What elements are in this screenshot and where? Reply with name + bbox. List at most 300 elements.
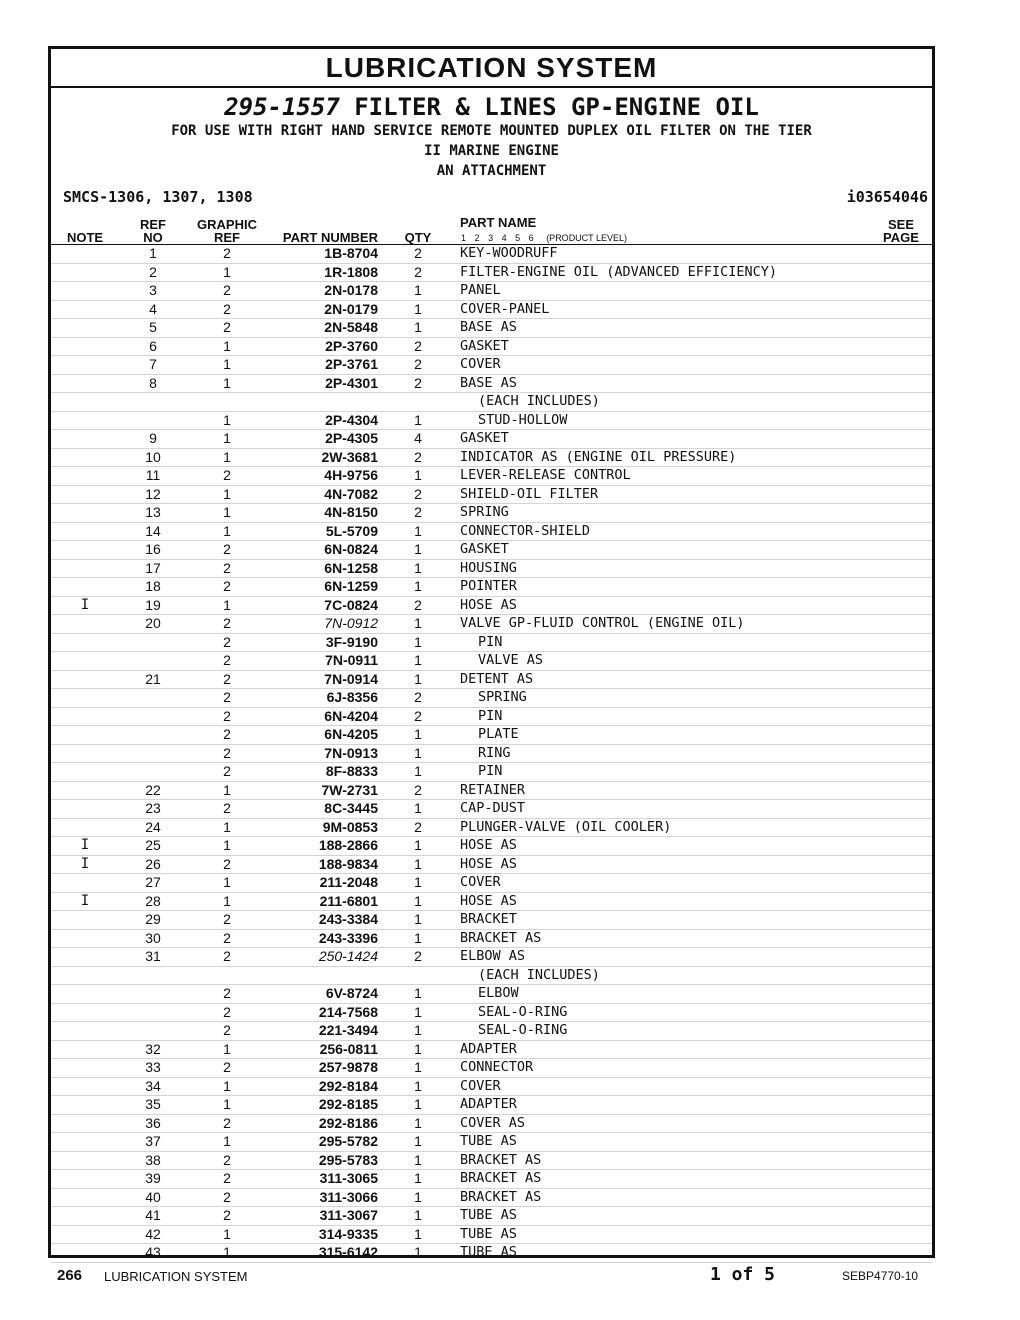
qty-cell: 1 (414, 541, 422, 557)
title-band (51, 49, 932, 88)
graphic-ref-cell: 1 (223, 1040, 231, 1057)
graphic-ref-cell: 2 (223, 929, 231, 946)
table-row (51, 1244, 932, 1263)
qty-cell: 1 (414, 1151, 422, 1168)
table-row (51, 1133, 932, 1152)
ref-no-cell: 35 (145, 1096, 161, 1112)
graphic-ref-cell: 2 (223, 800, 231, 816)
ref-no-cell: 10 (145, 448, 161, 465)
header-ref-line-2: NO (143, 230, 163, 245)
part-number-cell: 7C-0824 (324, 596, 378, 613)
table-row (51, 504, 932, 523)
table-row (51, 301, 932, 320)
part-number-cell: 5L-5709 (325, 522, 378, 539)
graphic-ref-cell: 1 (223, 263, 231, 280)
part-name-cell: GASKET (460, 541, 509, 557)
table-row (51, 726, 932, 745)
ref-no-cell: 19 (145, 596, 161, 613)
table-row (51, 523, 932, 542)
part-number-cell: 9M-0853 (322, 818, 378, 835)
qty-cell: 1 (414, 744, 422, 761)
table-row (51, 1170, 932, 1189)
part-name-cell: POINTER (460, 578, 517, 594)
qty-cell: 1 (414, 467, 422, 483)
part-number-cell: 257-9878 (318, 1059, 378, 1075)
ref-no-cell: 43 (145, 1244, 161, 1260)
graphic-ref-cell: 2 (223, 1151, 231, 1168)
qty-cell: 2 (414, 485, 422, 502)
header-qty: QTY (404, 230, 432, 245)
table-row (51, 930, 932, 949)
part-name-cell: BRACKET AS (460, 1188, 542, 1205)
ref-no-cell: 2 (149, 263, 157, 280)
part-name-cell: ELBOW (478, 985, 519, 1001)
ref-no-cell: 8 (149, 374, 157, 391)
table-row (51, 1115, 932, 1134)
part-name-cell: SPRING (460, 504, 509, 520)
ref-no-cell: 7 (149, 356, 157, 372)
qty-cell: 1 (414, 985, 422, 1001)
header-part-name: PART NAME (460, 215, 537, 230)
ref-no-cell: 1 (149, 245, 157, 261)
ref-no-cell: 21 (145, 670, 161, 687)
ref-no-cell: 31 (145, 948, 161, 964)
graphic-ref-cell: 2 (223, 633, 231, 650)
table-row (51, 541, 932, 560)
graphic-ref-cell: 2 (223, 1207, 231, 1223)
level-3: 3 (488, 233, 494, 243)
ref-no-cell: 4 (149, 300, 157, 317)
level-5: 5 (515, 233, 521, 243)
smcs-codes: SMCS-1306, 1307, 1308 (63, 188, 253, 206)
graphic-ref-cell: 2 (223, 707, 231, 724)
part-number-cell: 311-3067 (319, 1207, 378, 1223)
qty-cell: 1 (414, 282, 422, 298)
table-row (51, 597, 932, 616)
part-name-cell: COVER-PANEL (460, 300, 550, 317)
part-name-cell: ADAPTER (460, 1040, 517, 1057)
graphic-ref-cell: 2 (223, 689, 231, 705)
ref-no-cell: 29 (145, 911, 161, 927)
part-name-cell: INDICATOR AS (ENGINE OIL PRESSURE) (460, 448, 737, 465)
page-title: LUBRICATION SYSTEM (325, 52, 658, 83)
qty-cell: 2 (414, 781, 422, 798)
graphic-ref-cell: 2 (223, 1188, 231, 1205)
part-name-cell: HOUSING (460, 559, 517, 576)
part-name-cell: TUBE AS (460, 1207, 517, 1223)
part-name-cell: HOSE AS (460, 892, 517, 909)
group-heading (51, 93, 932, 121)
ref-no-cell: 9 (149, 430, 157, 446)
ref-no-cell: 34 (145, 1077, 161, 1094)
level-6: 6 (528, 233, 534, 243)
graphic-ref-cell: 2 (223, 652, 231, 668)
group-name: FILTER & LINES GP-ENGINE OIL (354, 93, 759, 121)
part-number-cell: 188-9834 (318, 855, 378, 872)
table-row (51, 1152, 932, 1171)
graphic-ref-cell: 1 (223, 892, 231, 909)
qty-cell: 1 (414, 855, 422, 872)
part-number-cell: 243-3396 (318, 929, 378, 946)
header-ref-line-1: REF (140, 217, 166, 232)
part-name-cell: PLUNGER-VALVE (OIL COOLER) (460, 818, 672, 835)
part-number-cell: 6V-8724 (325, 985, 378, 1001)
part-name-cell: BASE AS (460, 319, 517, 335)
graphic-ref-cell: 1 (223, 337, 231, 354)
ref-no-cell: 20 (145, 615, 161, 631)
part-number-cell: 2N-0179 (324, 300, 378, 317)
graphic-ref-cell: 1 (223, 504, 231, 520)
part-number-cell: 4H-9756 (324, 467, 378, 483)
graphic-ref-cell: 1 (223, 430, 231, 446)
qty-cell: 1 (414, 300, 422, 317)
graphic-ref-cell: 2 (223, 911, 231, 927)
graphic-ref-cell: 1 (223, 1133, 231, 1149)
qty-cell: 1 (414, 929, 422, 946)
table-row (51, 671, 932, 690)
part-number-cell: 311-3066 (319, 1188, 378, 1205)
table-row (51, 375, 932, 394)
graphic-ref-cell: 2 (223, 744, 231, 761)
ref-no-cell: 36 (145, 1114, 161, 1131)
qty-cell: 1 (414, 837, 422, 853)
table-row (51, 1096, 932, 1115)
note-cell: I (80, 892, 90, 909)
part-name-cell: PIN (478, 707, 503, 724)
graphic-ref-cell: 1 (223, 874, 231, 890)
qty-cell: 1 (414, 522, 422, 539)
part-name-cell: ELBOW AS (460, 948, 526, 964)
header-graphic-line-1: GRAPHIC (197, 217, 257, 232)
part-number-cell: 6N-4204 (324, 707, 378, 724)
graphic-ref-cell: 2 (223, 541, 231, 557)
table-row (51, 1078, 932, 1097)
header-see-line-2: PAGE (883, 230, 919, 245)
table-row (51, 467, 932, 486)
qty-cell: 1 (414, 1133, 422, 1149)
table-row (51, 800, 932, 819)
part-name-cell: ADAPTER (460, 1096, 517, 1112)
part-number-cell: 7N-0913 (324, 744, 378, 761)
part-number-cell: 211-2048 (319, 874, 378, 890)
qty-cell: 2 (414, 596, 422, 613)
group-number: 295-1557 (224, 93, 340, 121)
table-row (51, 1041, 932, 1060)
part-number-cell: 3F-9190 (325, 633, 378, 650)
part-number-cell: 2N-5848 (324, 319, 378, 335)
table-row (51, 874, 932, 893)
table-row (51, 1226, 932, 1245)
part-name-cell: DETENT AS (460, 670, 534, 687)
graphic-ref-cell: 1 (223, 818, 231, 835)
ref-no-cell: 26 (145, 855, 161, 872)
table-row (51, 264, 932, 283)
part-name-cell: (EACH INCLUDES) (478, 393, 600, 409)
header-see-line-1: SEE (887, 217, 914, 232)
qty-cell: 1 (414, 874, 422, 890)
table-row (51, 856, 932, 875)
graphic-ref-cell: 1 (223, 522, 231, 539)
part-number-cell: 6N-1259 (324, 578, 378, 594)
qty-cell: 1 (414, 1059, 422, 1075)
qty-cell: 2 (414, 707, 422, 724)
part-name-cell: COVER AS (460, 1114, 526, 1131)
qty-cell: 1 (414, 800, 422, 816)
part-name-cell: CONNECTOR (460, 1059, 534, 1075)
part-number-cell: 221-3494 (318, 1022, 378, 1038)
part-name-cell: BRACKET AS (460, 1170, 542, 1186)
graphic-ref-cell: 1 (223, 356, 231, 372)
qty-cell: 2 (414, 818, 422, 835)
graphic-ref-cell: 1 (223, 411, 231, 428)
graphic-ref-cell: 1 (223, 837, 231, 853)
ref-no-cell: 30 (145, 929, 161, 946)
footer-section-title: LUBRICATION SYSTEM (104, 1269, 248, 1284)
part-number-cell: 8F-8833 (325, 763, 378, 779)
part-name-cell: VALVE GP-FLUID CONTROL (ENGINE OIL) (460, 615, 745, 631)
graphic-ref-cell: 1 (223, 448, 231, 465)
graphic-ref-cell: 2 (223, 763, 231, 779)
qty-cell: 4 (414, 430, 422, 446)
table-row (51, 689, 932, 708)
qty-cell: 1 (414, 763, 422, 779)
part-name-cell: STUD-HOLLOW (478, 411, 568, 428)
qty-cell: 1 (414, 652, 422, 668)
graphic-ref-cell: 2 (223, 726, 231, 742)
part-number-cell: 214-7568 (318, 1003, 378, 1020)
part-number-cell: 8C-3445 (324, 800, 378, 816)
graphic-ref-cell: 2 (223, 1170, 231, 1186)
part-name-cell: TUBE AS (460, 1244, 517, 1260)
qty-cell: 1 (414, 615, 422, 631)
part-name-cell: RING (478, 744, 511, 761)
part-name-cell: PIN (478, 763, 503, 779)
graphic-ref-cell: 2 (223, 245, 231, 261)
qty-cell: 1 (414, 892, 422, 909)
part-number-cell: 188-2866 (318, 837, 378, 853)
parts-list-frame (48, 46, 935, 1258)
part-number-cell: 7N-0912 (324, 615, 378, 631)
part-name-cell: CONNECTOR-SHIELD (460, 522, 591, 539)
level-4: 4 (501, 233, 507, 243)
qty-cell: 2 (414, 356, 422, 372)
graphic-ref-cell: 2 (223, 985, 231, 1001)
part-number-cell: 295-5783 (318, 1151, 378, 1168)
part-name-cell: (EACH INCLUDES) (478, 966, 600, 983)
qty-cell: 2 (414, 448, 422, 465)
graphic-ref-cell: 2 (223, 1059, 231, 1075)
ref-no-cell: 16 (145, 541, 161, 557)
table-row (51, 1004, 932, 1023)
qty-cell: 1 (414, 1188, 422, 1205)
part-number-cell: 2W-3681 (321, 448, 378, 465)
table-row (51, 948, 932, 967)
ref-no-cell: 18 (145, 578, 161, 594)
part-name-cell: HOSE AS (460, 855, 517, 872)
table-row (51, 245, 932, 264)
table-row (51, 708, 932, 727)
part-number-cell: 1B-8704 (324, 245, 378, 261)
table-row (51, 837, 932, 856)
part-number-cell: 7N-0911 (325, 652, 378, 668)
header-note: NOTE (66, 230, 104, 245)
part-name-cell: VALVE AS (478, 652, 544, 668)
qty-cell: 1 (414, 1003, 422, 1020)
ref-no-cell: 39 (145, 1170, 161, 1186)
qty-cell: 2 (414, 263, 422, 280)
table-row (51, 652, 932, 671)
ref-no-cell: 12 (145, 485, 161, 502)
graphic-ref-cell: 1 (223, 596, 231, 613)
footer-document-id: SEBP4770-10 (842, 1269, 919, 1283)
footer-page-of: 1 of 5 (710, 1264, 776, 1285)
qty-cell: 1 (414, 319, 422, 335)
part-name-cell: PLATE (478, 726, 519, 742)
table-row (51, 319, 932, 338)
ref-no-cell: 37 (145, 1133, 161, 1149)
table-row (51, 1189, 932, 1208)
table-row (51, 1207, 932, 1226)
part-number-cell: 6J-8356 (326, 689, 378, 705)
table-row (51, 985, 932, 1004)
ref-no-cell: 13 (145, 504, 161, 520)
graphic-ref-cell: 2 (223, 1114, 231, 1131)
table-row (51, 819, 932, 838)
part-name-cell: SHIELD-OIL FILTER (460, 485, 599, 502)
table-row (51, 782, 932, 801)
ref-no-cell: 14 (145, 522, 161, 539)
table-row (51, 967, 932, 986)
ref-no-cell: 27 (145, 874, 161, 890)
part-number-cell: 2P-4301 (325, 374, 378, 391)
graphic-ref-cell: 2 (223, 559, 231, 576)
table-row (51, 282, 932, 301)
part-name-cell: RETAINER (460, 781, 526, 798)
part-name-cell: COVER (460, 874, 501, 890)
part-name-cell: HOSE AS (460, 596, 517, 613)
table-row (51, 356, 932, 375)
level-2: 2 (474, 233, 480, 243)
part-name-cell: GASKET (460, 430, 509, 446)
qty-cell: 1 (414, 578, 422, 594)
table-row (51, 1022, 932, 1041)
product-level-label: (PRODUCT LEVEL) (546, 233, 628, 243)
qty-cell: 2 (414, 689, 422, 705)
ref-no-cell: 28 (145, 892, 161, 909)
qty-cell: 2 (414, 245, 422, 261)
ref-no-cell: 32 (145, 1040, 161, 1057)
part-number-cell: 315-6142 (318, 1244, 378, 1260)
part-name-cell: SPRING (478, 689, 527, 705)
part-name-cell: PIN (478, 633, 503, 650)
qty-cell: 1 (414, 726, 422, 742)
part-name-cell: PANEL (460, 282, 501, 298)
part-number-cell: 6N-1258 (324, 559, 378, 576)
part-name-cell: FILTER-ENGINE OIL (ADVANCED EFFICIENCY) (460, 263, 777, 280)
part-number-cell: 211-6801 (319, 892, 378, 909)
illustration-id: i03654046 (846, 188, 928, 206)
qty-cell: 1 (414, 1244, 422, 1260)
part-number-cell: 292-8186 (318, 1114, 378, 1131)
qty-cell: 1 (414, 633, 422, 650)
product-levels (461, 233, 627, 243)
graphic-ref-cell: 2 (223, 467, 231, 483)
qty-cell: 1 (414, 1040, 422, 1057)
group-description-line-3: AN ATTACHMENT (436, 163, 547, 179)
part-name-cell: KEY-WOODRUFF (460, 245, 558, 261)
table-row (51, 1059, 932, 1078)
ref-no-cell: 41 (145, 1207, 161, 1223)
part-name-cell: LEVER-RELEASE CONTROL (460, 467, 631, 483)
part-number-cell: 2P-3760 (325, 337, 378, 354)
part-name-cell: BRACKET AS (460, 929, 542, 946)
qty-cell: 1 (414, 670, 422, 687)
header-graphic-line-2: REF (214, 230, 240, 245)
part-number-cell: 295-5782 (318, 1133, 378, 1149)
part-number-cell: 250-1424 (318, 948, 378, 964)
table-row (51, 430, 932, 449)
ref-no-cell: 24 (145, 818, 161, 835)
part-number-cell: 4N-8150 (324, 504, 378, 520)
part-name-cell: TUBE AS (460, 1225, 517, 1242)
graphic-ref-cell: 2 (223, 855, 231, 872)
graphic-ref-cell: 1 (223, 781, 231, 798)
graphic-ref-cell: 2 (223, 948, 231, 964)
ref-no-cell: 5 (149, 319, 157, 335)
part-number-cell: 2P-3761 (325, 356, 378, 372)
part-name-cell: SEAL-O-RING (478, 1022, 568, 1038)
qty-cell: 2 (414, 504, 422, 520)
qty-cell: 1 (414, 911, 422, 927)
part-name-cell: COVER (460, 356, 501, 372)
qty-cell: 1 (414, 1170, 422, 1186)
part-number-cell: 2N-0178 (324, 282, 378, 298)
qty-cell: 1 (414, 1114, 422, 1131)
graphic-ref-cell: 1 (223, 1225, 231, 1242)
part-number-cell: 292-8184 (318, 1077, 378, 1094)
part-name-cell: HOSE AS (460, 837, 517, 853)
table-row (51, 615, 932, 634)
graphic-ref-cell: 1 (223, 485, 231, 502)
graphic-ref-cell: 2 (223, 282, 231, 298)
graphic-ref-cell: 2 (223, 300, 231, 317)
table-row (51, 763, 932, 782)
footer-page-number: 266 (57, 1267, 83, 1284)
qty-cell: 2 (414, 374, 422, 391)
part-number-cell: 1R-1808 (324, 263, 378, 280)
table-row (51, 338, 932, 357)
part-number-cell: 2P-4305 (325, 430, 378, 446)
part-name-cell: CAP-DUST (460, 800, 526, 816)
table-row (51, 560, 932, 579)
ref-no-cell: 33 (145, 1059, 161, 1075)
table-row (51, 911, 932, 930)
graphic-ref-cell: 2 (223, 578, 231, 594)
qty-cell: 2 (414, 948, 422, 964)
part-name-cell: BRACKET (460, 911, 517, 927)
ref-no-cell: 11 (145, 467, 161, 483)
qty-cell: 1 (414, 1022, 422, 1038)
part-number-cell: 7N-0914 (324, 670, 378, 687)
qty-cell: 1 (414, 411, 422, 428)
part-number-cell: 2P-4304 (325, 411, 378, 428)
part-name-cell: COVER (460, 1077, 501, 1094)
table-row (51, 393, 932, 412)
ref-no-cell: 3 (149, 282, 157, 298)
part-number-cell: 243-3384 (318, 911, 378, 927)
part-number-cell: 6N-4205 (324, 726, 378, 742)
qty-cell: 2 (414, 337, 422, 354)
